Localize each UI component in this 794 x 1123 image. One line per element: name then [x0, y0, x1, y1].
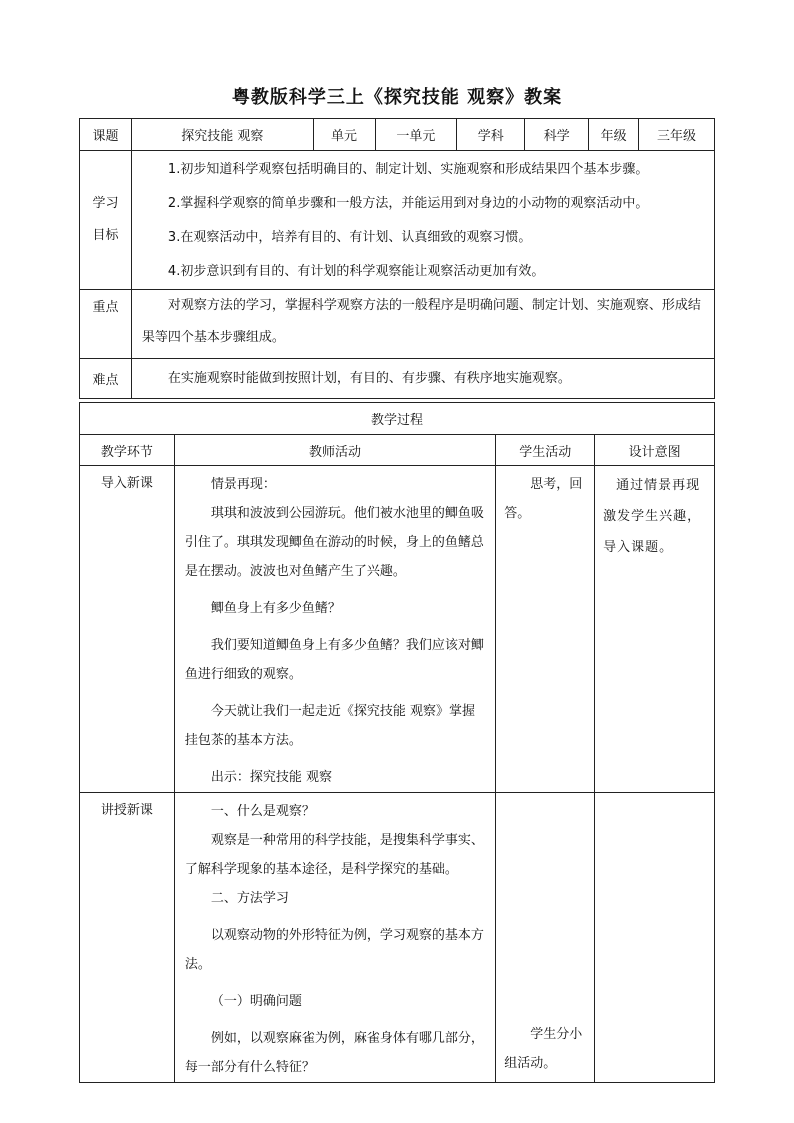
design-intent-cell — [595, 793, 715, 1083]
student-activity-cell: 学生分小组活动。 — [496, 793, 595, 1083]
unit-value: 一单元 — [375, 119, 457, 151]
process-header: 教学过程 — [80, 403, 715, 435]
subject-label: 学科 — [457, 119, 525, 151]
goals-label-line1: 学习 — [92, 196, 119, 211]
difficulty-text: 在实施观察时能做到按照计划，有目的、有步骤、有秩序地实施观察。 — [131, 359, 714, 399]
teacher-activity-cell — [174, 793, 495, 1083]
teacher-paragraph: 琪琪和波波到公园游玩。他们被水池里的鲫鱼吸引住了。琪琪发现鲫鱼在游动的时候，身上的鱼鳍总是在摆动。波波也对鱼鳍产生了兴趣。 — [184, 506, 484, 579]
key-label: 重点 — [80, 290, 132, 359]
teacher-paragraph: （一）明确问题 — [210, 994, 302, 1009]
column-header: 教师活动 — [174, 435, 495, 466]
goals-label-line2: 目标 — [92, 228, 119, 243]
goal-item: 4.初步意识到有目的、有计划的科学观察能让观察活动更加有效。 — [167, 264, 545, 279]
subject-value: 科学 — [525, 119, 589, 151]
teacher-paragraph: 以观察动物的外形特征为例，学习观察的基本方法。 — [184, 928, 484, 972]
goals-list — [131, 151, 714, 290]
key-text: 对观察方法的学习，掌握科学观察方法的一般程序是明确问题、制定计划、实施观察、形成结果等四个基本步骤组成。 — [131, 290, 714, 359]
grade-value: 三年级 — [639, 119, 715, 151]
info-table — [79, 118, 715, 399]
goal-item: 1.初步知道科学观察包括明确目的、制定计划、实施观察和形成结果四个基本步骤。 — [167, 162, 649, 177]
teacher-paragraph: 出示：探究技能 观察 — [210, 770, 332, 785]
goals-label — [80, 151, 132, 290]
unit-label: 单元 — [313, 119, 375, 151]
teacher-paragraph: 一、什么是观察？ — [210, 804, 315, 819]
column-header: 教学环节 — [80, 435, 175, 466]
topic-value: 探究技能 观察 — [131, 119, 313, 151]
teacher-paragraph: 情景再现： — [210, 477, 276, 492]
process-table — [79, 402, 715, 1083]
teacher-paragraph: 例如，以观察麻雀为例，麻雀身体有哪几部分，每一部分有什么特征？ — [184, 1031, 484, 1075]
topic-label: 课题 — [80, 119, 132, 151]
teacher-paragraph: 鲫鱼身上有多少鱼鳍？ — [210, 601, 341, 616]
teacher-paragraph: 今天就让我们一起走近《探究技能 观察》掌握挂包茶的基本方法。 — [184, 704, 475, 748]
teacher-paragraph: 我们要知道鲫鱼身上有多少鱼鳍？我们应该对鲫鱼进行细致的观察。 — [184, 638, 484, 682]
grade-label: 年级 — [589, 119, 639, 151]
goal-item: 2.掌握科学观察的简单步骤和一般方法，并能运用到对身边的小动物的观察活动中。 — [167, 196, 649, 211]
teacher-paragraph: 观察是一种常用的科学技能，是搜集科学事实、了解科学现象的基本途径，是科学探究的基础。 — [184, 833, 484, 877]
difficulty-label: 难点 — [80, 359, 132, 399]
design-intent-cell: 通过情景再现激发学生兴趣，导入课题。 — [595, 466, 715, 793]
student-activity-cell: 思考，回答。 — [496, 466, 595, 793]
goal-item: 3.在观察活动中，培养有目的、有计划、认真细致的观察习惯。 — [167, 230, 532, 245]
stage-cell: 导入新课 — [80, 466, 175, 793]
teacher-activity-cell — [174, 466, 495, 793]
column-header: 学生活动 — [496, 435, 595, 466]
stage-cell: 讲授新课 — [80, 793, 175, 1083]
document-title: 粤教版科学三上《探究技能 观察》教案 — [231, 87, 563, 108]
column-header: 设计意图 — [595, 435, 715, 466]
teacher-paragraph: 二、方法学习 — [210, 891, 289, 906]
